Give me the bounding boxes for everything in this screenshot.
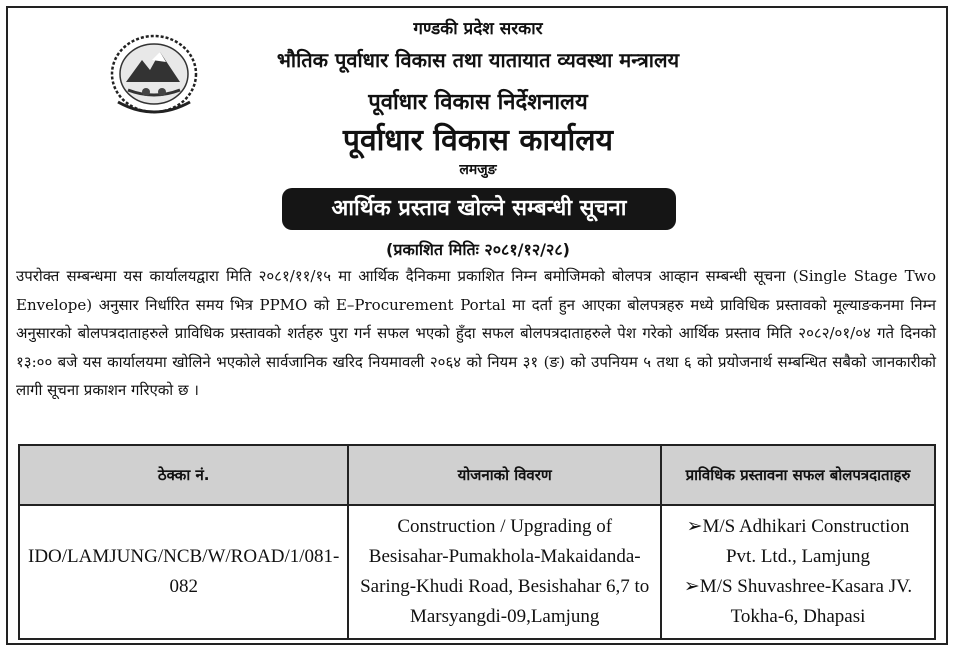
bidder-2: ➢M/S Shuvashree-Kasara JV. Tokha-6, Dhapasi [683, 576, 913, 627]
table-header-row [19, 445, 935, 505]
notice-title: आर्थिक प्रस्ताव खोल्ने सम्बन्धी सूचना [282, 188, 676, 230]
project-description: Construction / Upgrading of Besisahar-Pumakhola-Makaidanda-Saring-Khudi Road, Besishahar 6,7 to Marsyangdi-09,Lamjung [348, 505, 661, 639]
ministry-name: भौतिक पूर्वाधार विकास तथा यातायात व्यवस्था मन्त्रालय [276, 48, 680, 72]
bidders-cell [661, 505, 935, 639]
notice-body: उपरोक्त सम्बन्धमा यस कार्यालयद्वारा मिति २०८१/११/१५ मा आर्थिक दैनिकमा प्रकाशित निम्न बमोजिमको बोलपत्र आव्हान सम्बन्धी सूचना (Single Stage Two Envelope) अनुसार निर्धारित समय भित्र PPMO को E–Procurement Portal मा दर्ता हुन आएका बोलपत्रहरु मध्ये प्राविधिक प्रस्तावको मूल्याङकनमा निम्न अनुसारको बोलपत्रदाताहरुले प्राविधिक प्रस्तावको शर्तहरु पुरा गर्न सफल भएको हुँदा सफल बोलपत्रदाताहरुले पेश गरेको आर्थिक प्रस्ताव मिति २०८२/०१/०४ गते दिनको १३:०० बजे यस कार्यालयमा खोलिने भएकोले सार्वजानिक खरिद नियमावली २०६४ को नियम ३१ (ङ) को उपनियम ५ तथा ६ को प्रयोजनार्थ सम्बन्धित सबैको जानकारीको लागी सूचना प्रकाशन गरिएको छ । [16, 267, 936, 399]
district-name: लमजुङ [459, 162, 497, 178]
table-row [19, 505, 935, 639]
header-bidders: प्राविधिक प्रस्तावना सफल बोलपत्रदाताहरु [661, 445, 935, 505]
office-name: पूर्वाधार विकास कार्यालय [342, 123, 614, 158]
directorate-name: पूर्वाधार विकास निर्देशनालय [368, 90, 588, 115]
bidder-1: ➢M/S Adhikari Construction Pvt. Ltd., Lamjung [686, 516, 910, 567]
header-description: योजनाको विवरण [348, 445, 661, 505]
published-date: (प्रकाशित मितिः २०८१/१२/२८) [386, 240, 570, 259]
government-name: गण्डकी प्रदेश सरकार [413, 19, 543, 39]
header-contract-no: ठेक्का नं. [19, 445, 348, 505]
bid-table [18, 444, 936, 640]
contract-no: IDO/LAMJUNG/NCB/W/ROAD/1/081-082 [19, 505, 348, 639]
